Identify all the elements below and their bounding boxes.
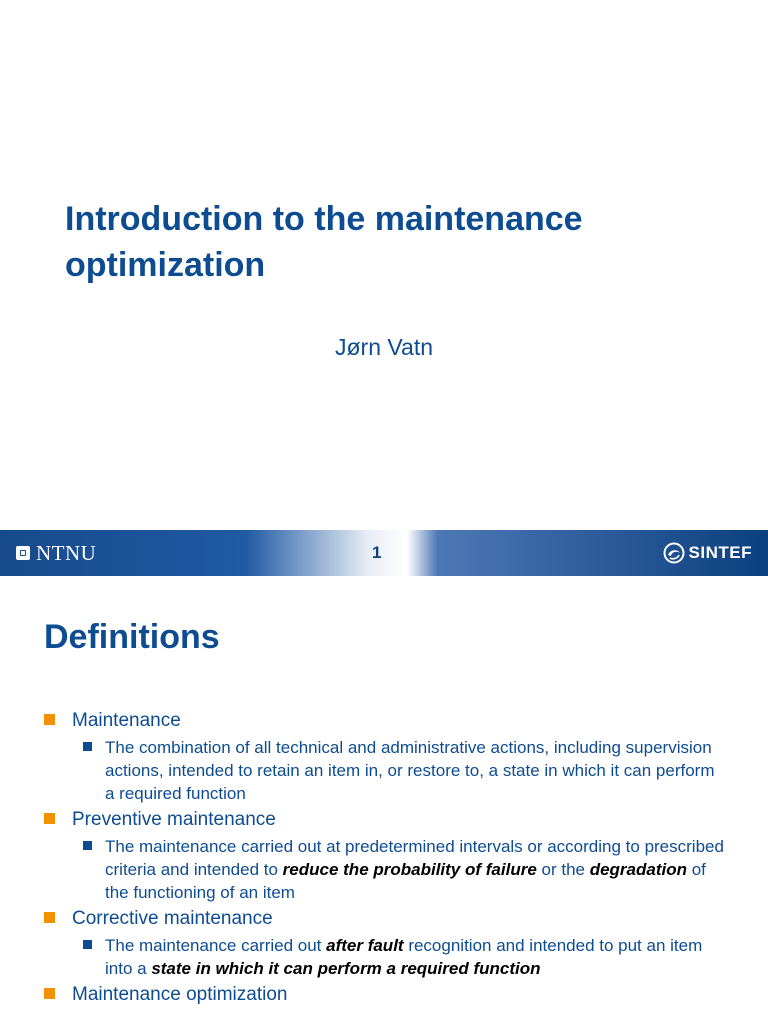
blue-square-bullet-icon: [83, 742, 92, 751]
list-item: [0, 906, 768, 932]
page-number: 1: [372, 543, 382, 562]
slide-title: Introduction to the maintenance optimization: [65, 200, 583, 284]
slide-footer: [0, 530, 768, 576]
ntnu-logo-text: NTNU: [36, 540, 97, 565]
blue-square-bullet-icon: [83, 940, 92, 949]
definition-text: The maintenance carried out after fault recognition and intended to put an item into a state in which it can perform a required function: [0, 934, 768, 980]
list-item: [0, 708, 768, 734]
definitions-heading: Definitions: [44, 618, 220, 656]
orange-square-bullet-icon: [44, 714, 55, 725]
list-item: [0, 807, 768, 833]
ntnu-logo: [16, 541, 96, 565]
orange-square-bullet-icon: [44, 988, 55, 999]
definition-term: Maintenance optimization: [72, 984, 288, 1005]
definition-term: Preventive maintenance: [72, 809, 276, 830]
author-name: Jørn Vatn: [335, 334, 433, 360]
definition-term: Maintenance: [72, 710, 181, 731]
sintef-logo-text: SINTEF: [688, 543, 752, 562]
definition-text: The maintenance carried out at predetermined intervals or according to prescribed criteria and intended to reduce the probability of failure or the degradation of the functioning of an item: [0, 835, 768, 904]
ntnu-mark-icon: [16, 546, 30, 560]
sintef-logo: [663, 541, 752, 565]
orange-square-bullet-icon: [44, 813, 55, 824]
definition-term: Corrective maintenance: [72, 908, 273, 929]
sintef-swirl-icon: [663, 542, 685, 564]
blue-square-bullet-icon: [83, 841, 92, 850]
definition-text: The combination of all technical and administrative actions, including supervision actions, intended to retain an item in, or restore to, a state in which it can perform a required function: [0, 736, 768, 805]
orange-square-bullet-icon: [44, 912, 55, 923]
list-item: [0, 982, 768, 1008]
definitions-list: [0, 708, 768, 1008]
